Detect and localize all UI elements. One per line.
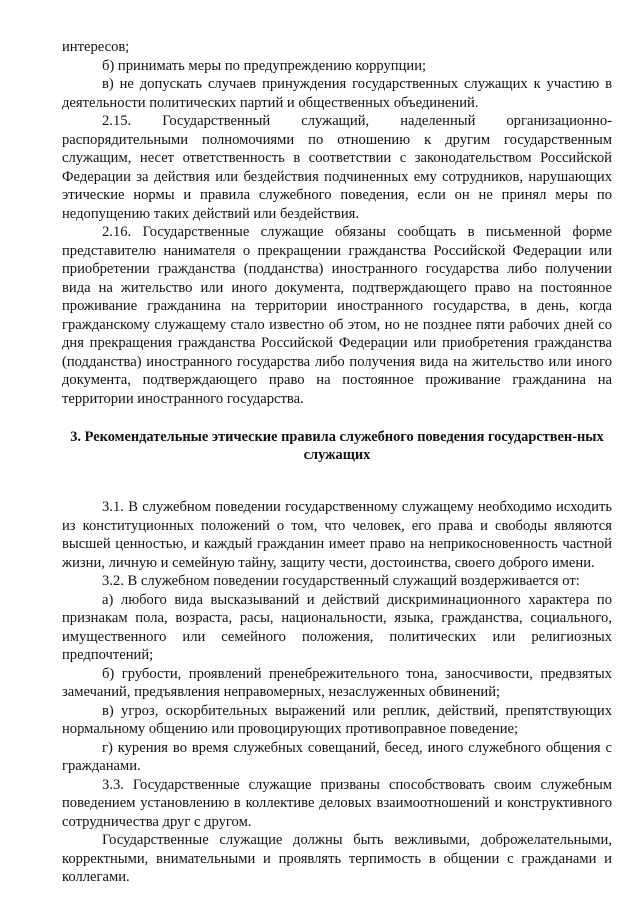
paragraph-3-2-b: б) грубости, проявлений пренебрежительного тона, заносчивости, предвзятых замечаний, предъявления неправомерных, незаслуженных обвинений; [62,665,612,700]
paragraph-interests: интересов; [62,39,130,55]
paragraph-3-3: 3.3. Государственные служащие призваны способствовать своим служебным поведением установлению в коллективе деловых взаимоотношений и конструктивного сотрудничества друг с другом. [62,776,612,830]
paragraph-2-14-v: в) не допускать случаев принуждения государственных служащих к участию в деятельности политических партий и общественных объединений. [62,76,612,111]
section-3-heading: 3. Рекомендательные этические правила служебного поведения государствен-ных служащих [70,429,604,463]
paragraph-2-14-b: б) принимать меры по предупреждению коррупции; [102,57,427,74]
paragraph-3-2: 3.2. В служебном поведении государственный служащий воздерживается от: [102,573,580,589]
paragraph-3-2-a: а) любого вида высказываний и действий дискриминационного характера по признакам пола, возраста, расы, национальности, языка, гражданства, социального, имущественного или семейного положения, политических или религиозных предпочтений; [62,591,612,663]
spacer [62,486,612,498]
paragraph-2-15: 2.15. Государственный служащий, наделенный организационно-распорядительными полномочиями по отношению к другим государственным служащим, несет ответственность в соответствии с законодательством Российской Федерации за действия или бездействия подчиненных ему сотрудников, нарушающих этические нормы и правила служебного поведения, если он не принял меры по недопущению таких действий или бездействия. [62,113,612,222]
paragraph-3-2-g: г) курения во время служебных совещаний, бесед, иного служебного общения с гражданами. [62,739,612,774]
paragraph-politeness: Государственные служащие должны быть вежливыми, доброжелательными, корректными, внимательными и проявлять терпимость в общении с гражданами и коллегами. [62,832,612,885]
paragraph-2-16: 2.16. Государственные служащие обязаны сообщать в письменной форме представителю нанимателя о прекращении гражданства Российской Федерации или приобретении гражданства (подданства) иностранного государства либо получении вида на жительство или иного документа, подтверждающего право на постоянное проживание гражданина на территории иностранного государства, в день, когда гражданскому служащему стало известно об этом, но не позднее пяти рабочих дней со дня прекращения гражданства Российской Федерации или приобретения гражданства (подданства) иностранного государства либо получения вида на жительство или иного документа, подтверждающего право на постоянное проживание гражданина на территории иностранного государства. [62,224,612,407]
paragraph-3-1: 3.1. В служебном поведении государственному служащему необходимо исходить из конституционных положений о том, что человек, его права и свободы являются высшей ценностью, и каждый гражданин имеет право на неприкосновенность частной жизни, личную и семейную тайну, защиту чести, достоинства, своего доброго имени. [62,499,612,571]
paragraph-3-2-v: в) угроз, оскорбительных выражений или реплик, действий, препятствующих нормальному общению или провоцирующих противоправное поведение; [62,702,612,737]
